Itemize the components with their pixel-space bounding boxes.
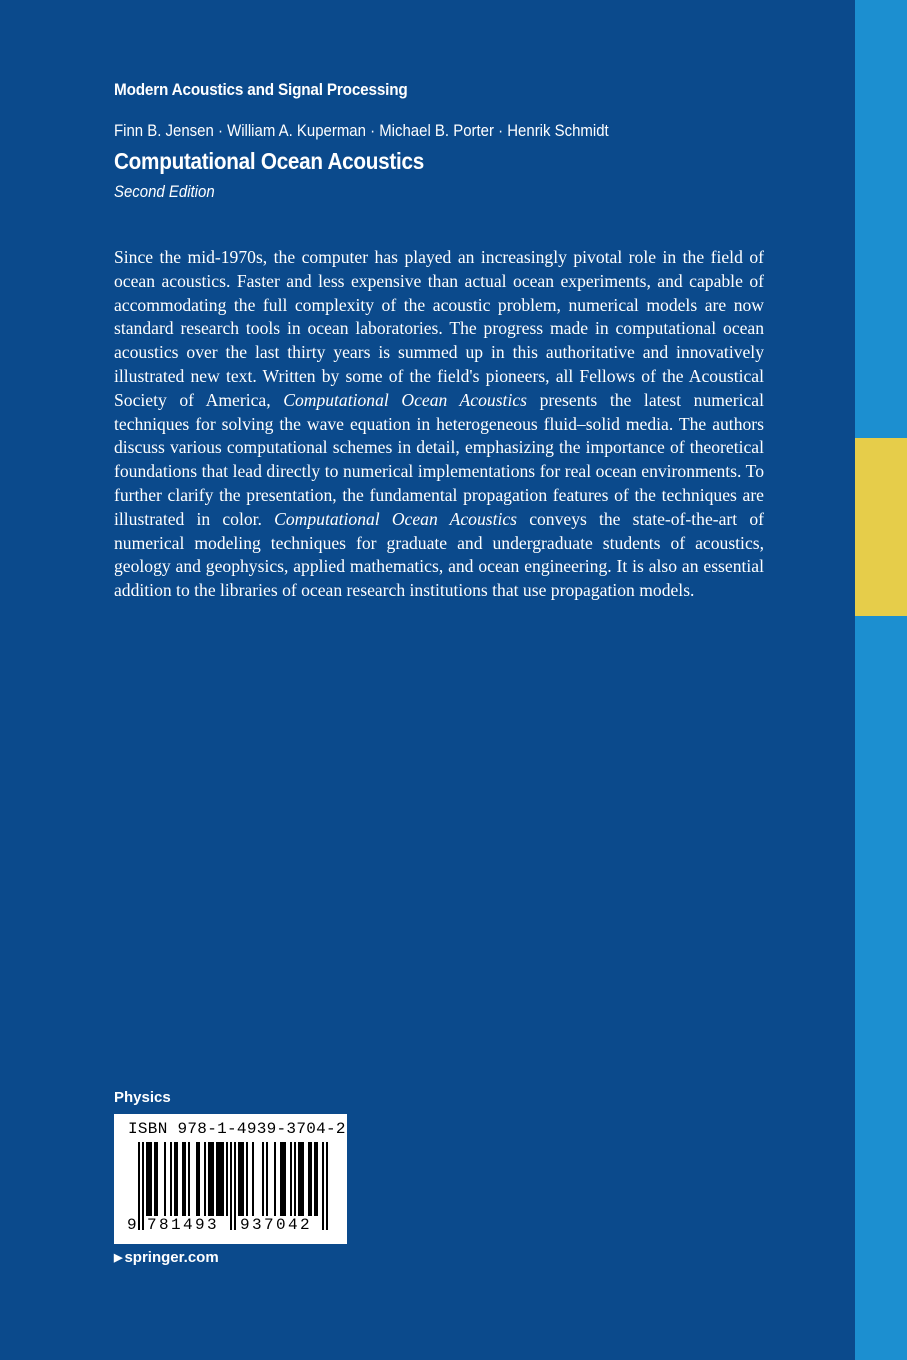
barcode-digits [114, 1216, 347, 1238]
barcode-first-digit: 9 [127, 1216, 137, 1234]
barcode-bar [308, 1142, 310, 1216]
series-title: Modern Acoustics and Signal Processing [114, 80, 408, 99]
blurb-part-3: conveys the state-of-the-art of numerical modeling techniques for graduate and undergraduate students of acoustics, geology and geophysics, applied mathematics, and ocean engineering. It is also an essential addition to the libraries of ocean research institutions that use propagation models. [114, 508, 764, 601]
barcode-bar [238, 1142, 240, 1216]
arrow-right-icon: ▶ [114, 1252, 123, 1264]
barcode-bar [176, 1142, 178, 1216]
blurb-italic-title-1: Computational Ocean Acoustics [283, 389, 527, 410]
barcode-bar [314, 1142, 316, 1216]
blurb-italic-title-2: Computational Ocean Acoustics [274, 508, 518, 529]
isbn-barcode [114, 1114, 347, 1244]
barcode-bar [216, 1142, 218, 1216]
barcode-bar [164, 1142, 166, 1216]
barcode-bar [246, 1142, 248, 1216]
barcode-bar [280, 1142, 282, 1216]
barcode-bar [282, 1142, 284, 1216]
barcode-bar [170, 1142, 172, 1216]
barcode-bar [252, 1142, 254, 1216]
barcode-bar [274, 1142, 276, 1216]
barcode-bar [196, 1142, 198, 1216]
barcode-bar [184, 1142, 186, 1216]
barcode-bar [154, 1142, 156, 1216]
barcode-bar [156, 1142, 158, 1216]
barcode-bar [208, 1142, 210, 1216]
book-title: Computational Ocean Acoustics [114, 148, 425, 174]
isbn-number: ISBN 978-1-4939-3704-2 [128, 1120, 346, 1138]
barcode-bar [284, 1142, 286, 1216]
barcode-bar [262, 1142, 264, 1216]
barcode-bar [266, 1142, 268, 1216]
barcode-bar [182, 1142, 184, 1216]
barcode-bar [240, 1142, 242, 1216]
spine-yellow-band [855, 438, 907, 616]
barcode-bar [218, 1142, 220, 1216]
barcode-bar [316, 1142, 318, 1216]
barcode-bar [222, 1142, 224, 1216]
barcode-bar [298, 1142, 300, 1216]
barcode-bar [310, 1142, 312, 1216]
blurb-part-2: presents the latest numerical techniques for solving the wave equation in heterogeneous fluid–solid media. The authors discuss various computational schemes in detail, emphasizing the importance of theoretical foundations that lead directly to numerical implementations for real ocean environments. To further clarify the presentation, the fundamental propagation features of the techniques are illustrated in color. [114, 389, 764, 529]
barcode-bar [148, 1142, 150, 1216]
spine-strip [855, 0, 907, 1360]
barcode-bar [204, 1142, 206, 1216]
subject-label: Physics [114, 1089, 171, 1106]
edition: Second Edition [114, 182, 215, 201]
barcode-bar [146, 1142, 148, 1216]
blurb-part-1: Since the mid-1970s, the computer has played an increasingly pivotal role in the field of ocean acoustics. Faster and less expensive than actual ocean experiments, and capable of accommodating the full complexity of the acoustic problem, numerical models are now standard research tools in ocean laboratories. The progress made in computational ocean acoustics over the last thirty years is summed up in this authoritative and innovatively illustrated new text. Written by some of the field's pioneers, all Fellows of the Acoustical Society of America, [114, 247, 764, 410]
barcode-bar [290, 1142, 292, 1216]
barcode-bar [294, 1142, 296, 1216]
barcode-bar [150, 1142, 152, 1216]
barcode-bar [198, 1142, 200, 1216]
barcode-left-digits: 781493 [147, 1216, 220, 1234]
barcode-bar [302, 1142, 304, 1216]
barcode-bar [188, 1142, 190, 1216]
barcode-right-digits: 937042 [240, 1216, 313, 1234]
barcode-bar [242, 1142, 244, 1216]
barcode-bar [174, 1142, 176, 1216]
barcode-bar [300, 1142, 302, 1216]
barcode-bar [212, 1142, 214, 1216]
authors: Finn B. Jensen · William A. Kuperman · Michael B. Porter · Henrik Schmidt [114, 121, 609, 140]
barcode-bar [210, 1142, 212, 1216]
barcode-bar [220, 1142, 222, 1216]
description-blurb [114, 246, 764, 603]
publisher-website [114, 1249, 219, 1266]
website-text: springer.com [124, 1249, 219, 1266]
barcode-bar [226, 1142, 228, 1216]
